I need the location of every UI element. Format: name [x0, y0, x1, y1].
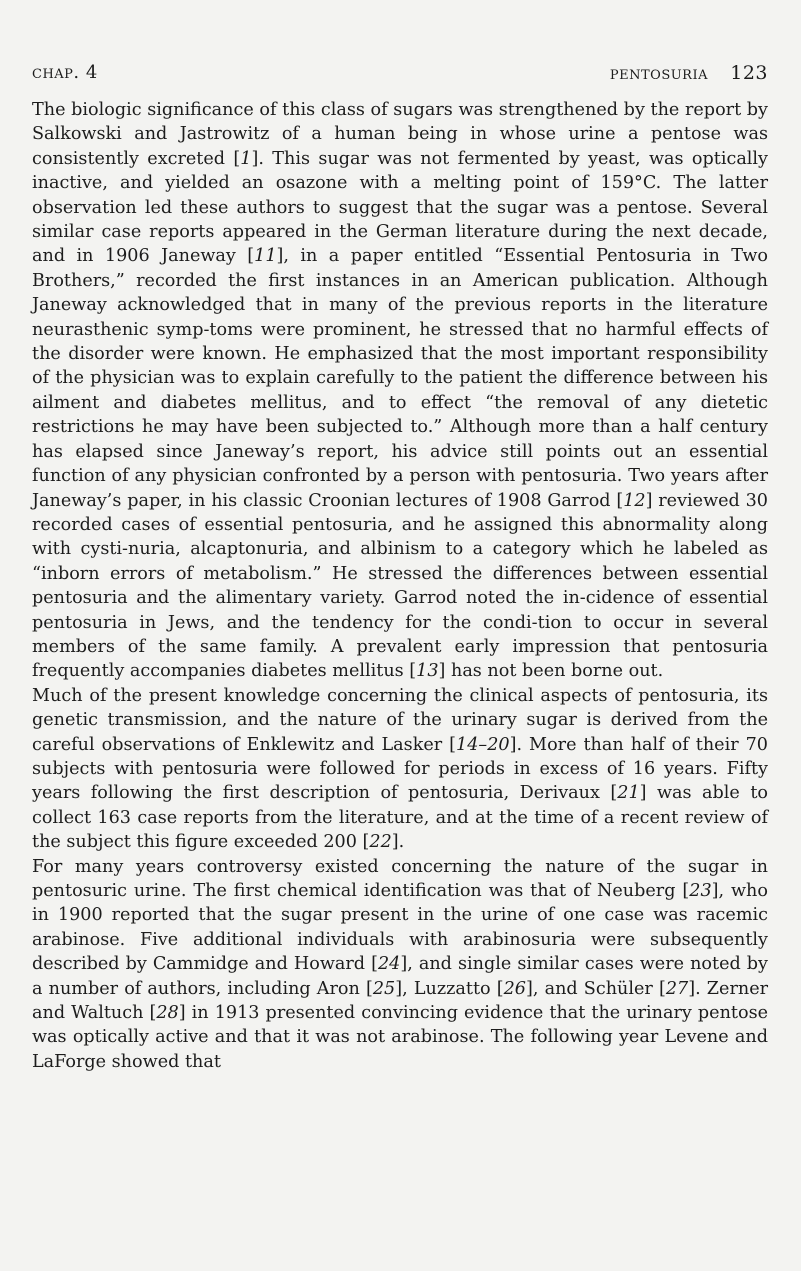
- citation-ref: 14–20: [456, 734, 510, 755]
- text-run: ].: [391, 832, 405, 853]
- citation-ref: 21: [617, 783, 640, 804]
- chapter-label: chap. 4: [32, 62, 98, 83]
- citation-ref: 22: [369, 832, 392, 853]
- page-number: 123: [730, 62, 768, 84]
- citation-ref: 11: [254, 246, 277, 267]
- text-run: ] in 1913 presented convincing evidence that the urinary pentose was optically active and that it was not arabinose. The following year Levene and LaForge showed that: [32, 1003, 769, 1072]
- text-run: ] reviewed 30 recorded cases of essential pentosuria, and he assigned this abnormality along with cysti-nuria, alcaptonuria, and albinism to a category which he labeled as “inborn errors of metabolism.” He stressed the differences between essential pentosuria and the alimentary variety. Garrod noted the in-cidence of essential pentosuria in Jews, and the tendency for the condi-tion to occur in several members of the same family. A prevalent early impression that pentosuria frequently accompanies diabetes mellitus [: [32, 490, 768, 682]
- text-run: ]. More than half of their 70 subjects with pentosuria were followed for periods in excess of 16 years. Fifty years following the first description of pentosuria, Derivaux [: [32, 734, 768, 804]
- citation-ref: 25: [372, 978, 396, 999]
- citation-ref: 24: [377, 954, 401, 975]
- citation-ref: 28: [156, 1003, 179, 1024]
- text-run: ], and single similar cases were noted by a number of authors, including Aron [: [32, 954, 768, 999]
- citation-ref: 12: [623, 490, 646, 511]
- text-run: ], and Schüler [: [526, 978, 666, 999]
- text-run: Much of the present knowledge concerning the clinical aspects of pentosuria, its genetic transmission, and the nature of the urinary sugar is derived from the careful observations of Enklewitz and Lasker [: [32, 685, 768, 755]
- paragraph-1: [32, 98, 768, 684]
- text-run: For many years controversy existed concerning the nature of the sugar in pentosuric urine. The first chemical identification was that of Neuberg [: [32, 856, 768, 901]
- running-title-group: [610, 60, 768, 87]
- citation-ref: 27: [665, 978, 689, 999]
- body-text: [32, 98, 768, 1074]
- text-run: ] has not been borne out.: [438, 661, 664, 682]
- text-run: ], Luzzatto [: [395, 978, 504, 999]
- paragraph-2: [32, 684, 768, 855]
- text-run: ]. This sugar was not fermented by yeast, was optically inactive, and yielded an osazone with a melting point of 159°C. The latter observation led these authors to suggest that the sugar was a pentose. Several similar case reports appeared in the German literature during the next decade, and in 1906 Janeway [: [32, 148, 768, 267]
- text-run: ]. Zerner and Waltuch [: [32, 978, 769, 1024]
- running-title: pentosuria: [609, 63, 708, 84]
- citation-ref: 23: [689, 881, 712, 901]
- paragraph-3: [32, 855, 768, 1075]
- text-run: ], in a paper entitled “Essential Pentosuria in Two Brothers,” recorded the first instances in an American publication. Although Janeway acknowledged that in many of the previous reports in the literature neurasthenic symp-toms were prominent, he stressed that no harmful effects of the disorder were known. He emphasized that the most important responsibility of the physician was to explain carefully to the patient the difference between his ailment and diabetes mellitus, and to effect “the removal of any dietetic restrictions he may have been subjected to.” Although more than a half century has elapsed since Janeway’s report, his advice still points out an essential function of any physician confronted by a person with pentosuria. Two years after Janeway’s paper, in his classic Croonian lectures of 1908 Garrod [: [32, 246, 768, 511]
- text-run: ], who in 1900 reported that the sugar present in the urine of one case was racemic arabinose. Five additional individuals with arabinosuria were subsequently described by Cammidge and Howard [: [32, 881, 768, 975]
- text-run: ] was able to collect 163 case reports from the literature, and at the time of a recent review of the subject this figure exceeded 200 [: [32, 783, 768, 853]
- citation-ref: 1: [240, 148, 252, 169]
- citation-ref: 26: [503, 978, 526, 999]
- running-head: [32, 60, 768, 86]
- text-run: The biologic significance of this class of sugars was strengthened by the report by Salkowski and Jastrowitz of a human being in whose urine a pentose was consistently excreted [: [32, 100, 768, 169]
- citation-ref: 13: [416, 661, 439, 682]
